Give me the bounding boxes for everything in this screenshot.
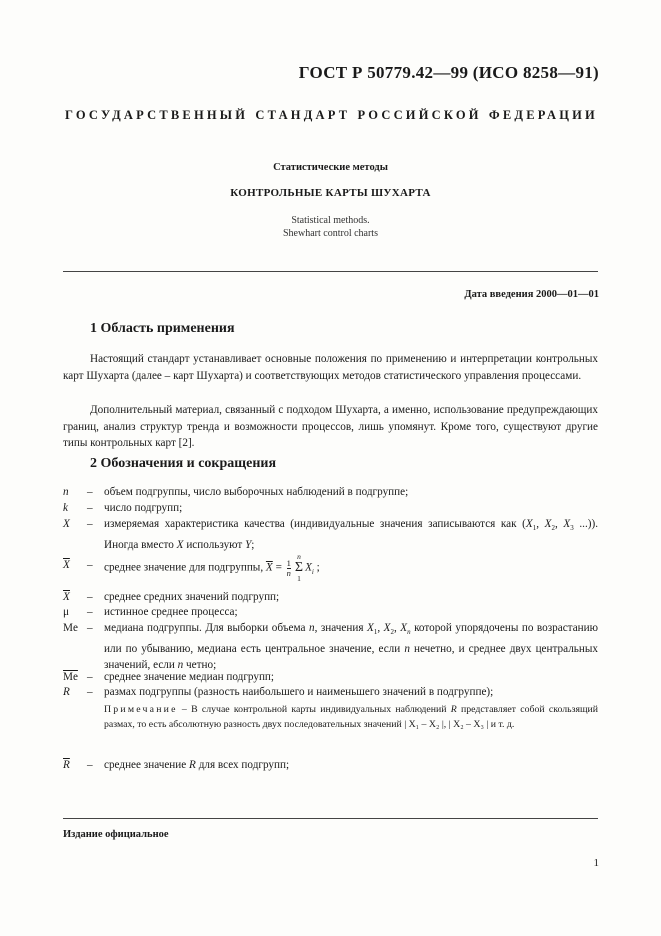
text-part: ...)). Иногда вместо <box>104 518 598 551</box>
definition-text: число подгрупп; <box>104 502 183 514</box>
abs-diff-2: | X₂ – X₃ | <box>448 718 489 730</box>
text-part: среднее значение <box>104 759 190 771</box>
symbol: $\overline{Me}$ <box>63 671 78 683</box>
definition-text: истинное среднее процесса; <box>104 606 238 618</box>
symbol: μ <box>63 606 69 618</box>
dash: – <box>87 606 93 618</box>
dash: – <box>87 486 93 498</box>
document-subtitle: Статистические методы <box>273 162 388 173</box>
org-word: ГОСУДАРСТВЕННЫЙ <box>65 108 249 122</box>
symbol: k <box>63 502 68 514</box>
symbol: $\overline{X}$ <box>63 559 70 571</box>
text-part: и т. д. <box>488 718 515 730</box>
definition-k <box>63 500 598 517</box>
dash: – <box>87 502 93 514</box>
sum-sign: Σ <box>294 560 304 575</box>
top-divider <box>63 271 598 272</box>
var-r: R <box>189 759 196 771</box>
dash: – <box>87 759 93 771</box>
symbol: $\overline{R}$ <box>63 759 70 771</box>
definition-text: объем подгруппы, число выборочных наблюдений в подгруппе; <box>104 486 409 498</box>
english-title-line: Shewhart control charts <box>283 228 378 239</box>
section-1-para-2: Дополнительный материал, связанный с подходом Шухарта, а именно, использование предупреждающих границ, анализ структур тренда и возможности процессов, лишь упомянут. Кроме того, существуют другие типы контрольных карт [2]. <box>63 404 598 450</box>
dash: – <box>87 671 93 683</box>
english-title-line: Statistical methods. <box>291 215 370 226</box>
definition-text: среднее средних значений подгрупп; <box>104 591 280 603</box>
org-line <box>65 108 598 123</box>
var-x: X <box>176 538 184 551</box>
section-1-heading: 1 Область применения <box>90 321 235 336</box>
text-part: нечетно, и среднее двух центральных значений, если <box>104 642 598 672</box>
symbol: X <box>63 518 70 530</box>
var-x: X <box>525 518 533 530</box>
definition-x-bar <box>63 553 598 583</box>
denominator: n <box>286 567 291 578</box>
definition-text: измеряемая характеристика качества (индивидуальные значения записываются как ($X_1$, $X_2$, $X_3$ ...)). Иногда вместо X используют Y; <box>104 518 598 551</box>
definition-text <box>104 757 598 774</box>
symbol: Me <box>63 622 78 634</box>
org-word: РОССИЙСКОЙ <box>357 108 482 122</box>
var-x: X <box>544 518 552 530</box>
index: 1 <box>532 524 537 533</box>
sum-lower: 1 <box>297 574 301 583</box>
text-part: которой упорядочены по возрастанию или по убыванию, медиана есть центральное значение, если <box>104 622 598 655</box>
var-y: Y <box>245 538 252 551</box>
definition-text: размах подгруппы (разность наибольшего и наименьшего значений в подгруппе); <box>104 686 494 698</box>
symbol: $\overline{X}$ <box>63 591 70 603</box>
definition-n <box>63 484 598 501</box>
symbol: R <box>63 686 70 698</box>
english-title <box>0 214 661 240</box>
text-part: , значения <box>314 622 367 634</box>
definition-mu <box>63 604 598 621</box>
definition-text: среднее значение медиан подгрупп; <box>104 671 275 683</box>
index: 2 <box>551 524 555 533</box>
text-part: четно; <box>183 659 217 672</box>
org-word: ФЕДЕРАЦИИ <box>488 108 598 122</box>
var-n: n <box>308 622 315 634</box>
text-part: медиана подгруппы. Для выборки объема <box>104 622 309 634</box>
dash: – <box>87 518 93 530</box>
definition-r <box>63 684 598 701</box>
text-part: используют <box>183 538 246 551</box>
org-word: СТАНДАРТ <box>255 108 351 122</box>
edition-label: Издание официальное <box>63 829 169 840</box>
footer-divider <box>63 818 598 819</box>
var-x: X <box>305 561 312 574</box>
sum-upper: n <box>297 552 301 561</box>
var-x-bar: $\overline{X}$ <box>265 561 273 574</box>
page-number: 1 <box>593 857 599 869</box>
section-2-heading: 2 Обозначения и сокращения <box>90 456 277 471</box>
dash: – <box>87 622 93 634</box>
dash: – <box>87 559 93 571</box>
equals: = <box>275 561 282 574</box>
definition-me <box>63 620 598 674</box>
document-title: КОНТРОЛЬНЫЕ КАРТЫ ШУХАРТА <box>230 187 431 199</box>
section-1-para-1: Настоящий стандарт устанавливает основные положения по применению и интерпретации контрольных карт Шухарта (далее – карт Шухарта) и соответствующих методов статистического управления процессами. <box>63 353 598 382</box>
index-i: i <box>311 567 314 576</box>
dash: – <box>87 591 93 603</box>
text-part: измеряемая характеристика качества (индивидуальные значения записываются как ( <box>104 518 526 530</box>
text-part: ; <box>251 538 255 551</box>
dash: – <box>87 686 93 698</box>
definition-text <box>104 553 598 583</box>
note: Примечание – В случае контрольной карты индивидуальных наблюдений R представляет собой скользящий размах, то есть абсолютную разность двух последовательных значений | X₁ – X₂ |, | X₂ – X₃ | и т. д. <box>104 704 598 730</box>
var-x: X <box>563 518 571 530</box>
gost-code: ГОСТ Р 50779.42—99 (ИСО 8258—91) <box>298 63 599 82</box>
definition-x <box>63 516 598 553</box>
text-part: ; <box>316 561 320 574</box>
index: 3 <box>570 524 574 533</box>
definition-r-bar <box>63 757 598 774</box>
note-label: Примечание <box>104 704 178 715</box>
summation <box>295 553 303 583</box>
symbol: n <box>63 486 69 498</box>
abs-diff-1: | X₁ – X₂ | <box>404 718 444 730</box>
fraction <box>287 559 291 578</box>
var-r: R <box>450 704 457 715</box>
text-part: для всех подгрупп; <box>195 759 290 771</box>
definition-text: медиана подгруппы. Для выборки объема n, значения $X_1$, $X_2$, $X_n$ которой упорядочены по возрастанию или по убыванию, медиана есть центральное значение, если n нечетно, и среднее двух центральных значений, если n четно; <box>104 622 598 672</box>
text-part: среднее значение для подгруппы, <box>104 561 264 574</box>
text-part: представляет собой скользящий размах, то есть абсолютную разность двух последовательных значений <box>104 704 598 730</box>
numerator: 1 <box>286 557 291 568</box>
date-of-introduction: Дата введения 2000—01—01 <box>464 289 599 300</box>
text-part: – В случае контрольной карты индивидуальных наблюдений <box>177 704 451 715</box>
